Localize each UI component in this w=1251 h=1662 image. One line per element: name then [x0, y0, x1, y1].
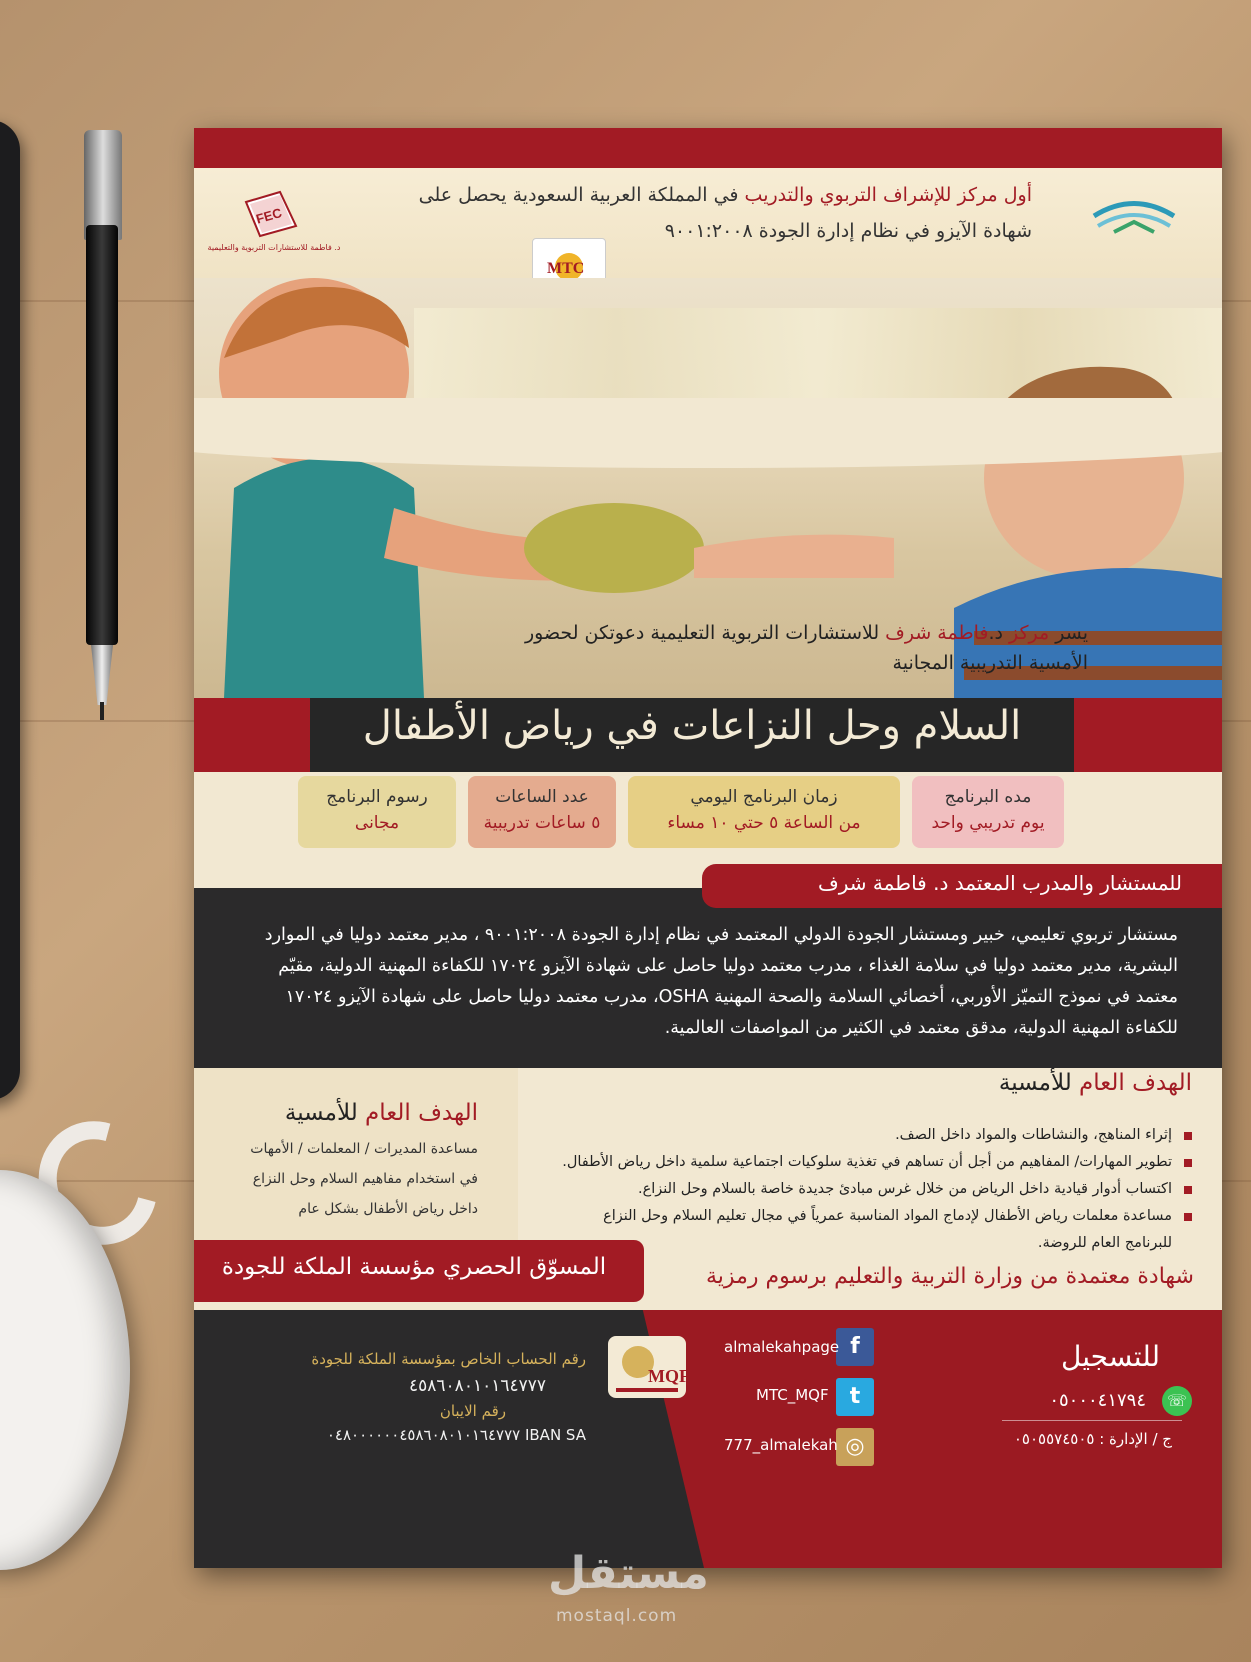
instagram-handle[interactable]: 777_almalekah [724, 1436, 838, 1454]
instagram-icon[interactable]: ◎ [836, 1428, 874, 1466]
watermark: مستقل [548, 1548, 709, 1599]
goal-left-text: مساعدة المديرات / المعلمات / الأمهات في استخدام مفاهيم السلام وحل النزاع داخل رياض الأطفال بشكل عام [250, 1141, 478, 1217]
info-box-duration [912, 776, 1064, 848]
info-box-label: زمان البرنامج اليومي [690, 787, 838, 807]
invite-center: مركز [1009, 622, 1050, 644]
smartphone [0, 120, 20, 1100]
goal-item: تطوير المهارات/ المفاهيم من أجل أن تساهم في تغذية سلوكيات اجتماعية سلمية داخل رياض الأطفال. [512, 1149, 1192, 1176]
header-line-2: شهادة الآيزو في نظام إدارة الجودة ٩٠٠١:٢٠٠٨ [664, 220, 1032, 242]
goal-right-title-rest: للأمسية [998, 1070, 1080, 1096]
info-box-value: من الساعة ٥ حتي ١٠ مساء [667, 813, 861, 833]
goal-item-continuation: للبرنامج العام للروضة. [1037, 1235, 1172, 1251]
bank-account-label: رقم الحساب الخاص بمؤسسة الملكة للجودة [311, 1350, 586, 1368]
info-box-value: ٥ ساعات تدريبية [483, 813, 601, 833]
info-box-value: مجانى [354, 813, 400, 833]
ministry-logo [1084, 186, 1184, 246]
info-box-value: يوم تدريبي واحد [931, 813, 1045, 833]
register-title: للتسجيل [1061, 1340, 1160, 1373]
divider [1002, 1420, 1182, 1421]
register-phone[interactable]: ٠٥٠٠٠٤١٧٩٤ [1049, 1390, 1146, 1411]
pen [80, 130, 124, 730]
info-box-label: عدد الساعات [495, 787, 589, 807]
info-box-label: رسوم البرنامج [326, 787, 428, 807]
program-title: السلام وحل النزاعات في رياض الأطفال [362, 703, 1022, 749]
certificate-text: شهادة معتمدة من وزارة التربية والتعليم برسوم رمزية [706, 1264, 1194, 1289]
goal-left-title [285, 1100, 478, 1126]
bank-account-number: ٤٥٨٦٠٨٠١٠١٦٤٧٧٧ [409, 1376, 546, 1396]
goal-right-title-red: الهدف العام [1079, 1070, 1192, 1096]
facebook-icon[interactable]: f [836, 1328, 874, 1366]
goal-item: مساعدة معلمات رياض الأطفال لإدماج المواد المناسبة عمرياً في مجال تعليم السلام وحل النزاع [512, 1203, 1192, 1230]
whatsapp-icon[interactable]: ☏ [1162, 1386, 1192, 1416]
trainer-heading: للمستشار والمدرب المعتمد د. فاطمة شرف [818, 871, 1182, 895]
invite-line-2: الأمسية التدريبية المجانية [892, 652, 1088, 674]
top-red-bar [194, 128, 1222, 168]
watermark-sub: mostaql.com [556, 1606, 678, 1626]
goal-left-title-red: الهدف العام [365, 1100, 478, 1126]
header-line-1 [419, 184, 1032, 206]
info-box-schedule [628, 776, 900, 848]
twitter-icon[interactable]: t [836, 1378, 874, 1416]
photo-top-curve [194, 398, 1222, 468]
header-line-1-red: أول مركز للإشراف التربوي والتدريب [744, 184, 1032, 206]
info-box-label: مده البرنامج [944, 787, 1032, 807]
mqf-logo [608, 1336, 686, 1398]
marketer-text: المسوّق الحصري مؤسسة الملكة للجودة [221, 1254, 607, 1280]
iban-label: رقم الايبان [439, 1402, 506, 1420]
iban-number: ٠٤٨٠٠٠٠٠٠٤٥٨٦٠٨٠١٠١٦٤٧٧٧ IBAN SA [326, 1426, 586, 1444]
mqf-logo-text: MQF [648, 1366, 686, 1386]
invite-prefix: يسر [1049, 622, 1088, 644]
info-box-hours [468, 776, 616, 848]
goal-list [512, 1122, 1192, 1257]
fec-logo-text: FEC [254, 205, 284, 227]
fec-logo [240, 188, 302, 240]
info-box-fees [298, 776, 456, 848]
invitation-text [525, 618, 1088, 678]
trainer-bio: مستشار تربوي تعليمي، خبير ومستشار الجودة الدولي المعتمد في نظام إدارة الجودة ٩٠٠١:٢٠٠٨ ، مدير معتمد دوليا في الموارد البشرية، مدير معتمد دوليا في سلامة الغذاء ، مدرب معتمد دوليا حاصل على شهادة الآيزو ١٧٠٢٤ للكفاءة المهنية الدولية، مقيّم معتمد في نموذج التميّز الأوربي، أخصائي السلامة والصحة المهنية OSHA، مدرب معتمد دوليا حاصل على شهادة الآيزو ١٧٠٢٤ للكفاءة المهنية الدولية، مدقق معتمد في الكثير من المواصفات العالمية. [264, 925, 1178, 1038]
admin-phone: ج / الإدارة : ٠٥٠٥٥٧٤٥٠٥ [1013, 1430, 1172, 1448]
goal-right-title [999, 1070, 1192, 1096]
facebook-handle[interactable]: almalekahpage [724, 1338, 840, 1356]
fec-caption: د. فاطمة للاستشارات التربوية والتعليمية [207, 243, 341, 252]
goal-item: اكتساب أدوار قيادية داخل الرياض من خلال غرس مبادئ جديدة خاصة بالسلام وحل النزاع. [512, 1176, 1192, 1203]
twitter-handle[interactable]: MTC_MQF [756, 1386, 829, 1404]
invite-mid: د. [988, 622, 1010, 644]
mtc-logo-text: MTC [547, 260, 585, 277]
goal-left-title-rest: للأمسية [284, 1100, 366, 1126]
invite-rest: للاستشارات التربوية التعليمية دعوتكن لحضور [524, 622, 886, 644]
invite-name: فاطمة شرف [885, 622, 989, 644]
flyer [194, 128, 1222, 1568]
goal-item: إثراء المناهج، والنشاطات والمواد داخل الصف. [512, 1122, 1192, 1149]
header-line-1-rest: في المملكة العربية السعودية يحصل على [418, 184, 745, 206]
